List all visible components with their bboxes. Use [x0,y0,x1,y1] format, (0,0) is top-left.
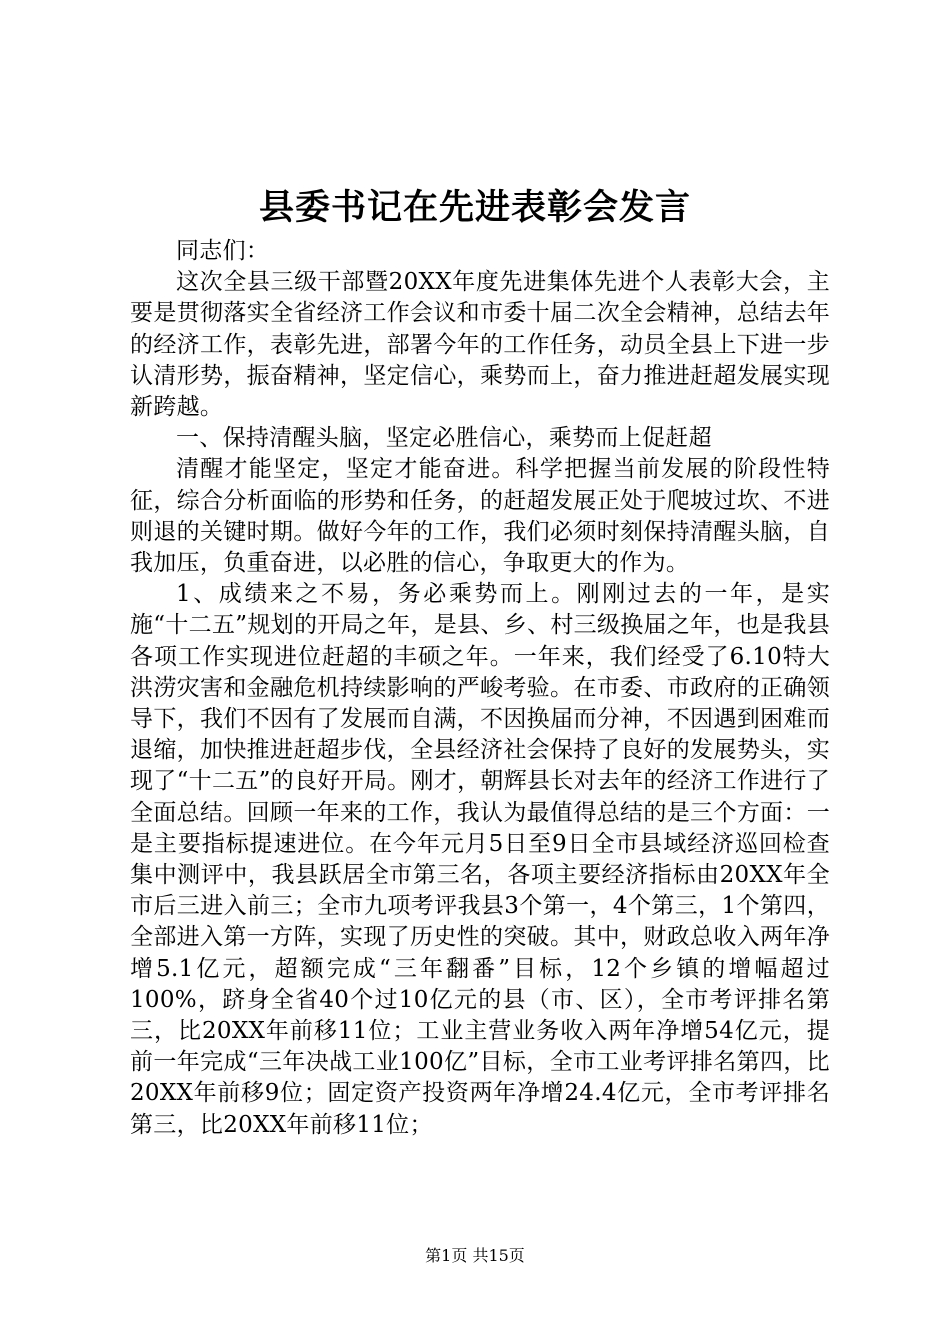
body-paragraph: 清醒才能坚定，坚定才能奋进。科学把握当前发展的阶段性特征，综合分析面临的形势和任务，的赶超发展正处于爬坡过坎、不进则退的关键时期。做好今年的工作，我们必须时刻保持清醒头脑，自我加压，负重奋进，以必胜的信心，争取更大的作为。 [130,456,830,577]
intro-paragraph: 这次全县三级干部暨20XX年度先进集体先进个人表彰大会，主要是贯彻落实全省经济工作会议和市委十届二次全会精神，总结去年的经济工作，表彰先进，部署今年的工作任务，动员全县上下进一步认清形势，振奋精神，坚定信心，乘势而上，奋力推进赶超发展实现新跨越。 [130,269,830,421]
document-title: 县委书记在先进表彰会发言 [258,187,691,228]
body-paragraph: 1、成绩来之不易，务必乘势而上。刚刚过去的一年，是实施“十二五”规划的开局之年，是县、乡、村三级换届之年，也是我县各项工作实现进位赶超的丰硕之年。一年来，我们经受了6.10特大洪涝灾害和金融危机持续影响的严峻考验。在市委、市政府的正确领导下，我们不因有了发展而自满，不因换届而分神，不因遇到困难而退缩，加快推进赶超步伐，全县经济社会保持了良好的发展势头，实现了“十二五”的良好开局。刚才，朝辉县长对去年的经济工作进行了全面总结。回顾一年来的工作，我认为最值得总结的是三个方面：一是主要指标提速进位。在今年元月5日至9日全市县域经济巡回检查集中测评中，我县跃居全市第三名，各项主要经济指标由20XX年全市后三进入前三；全市九项考评我县3个第一，4个第三，1个第四，全部进入第一方阵，实现了历史性的突破。其中，财政总收入两年净增5.1亿元，超额完成“三年翻番”目标，12个乡镇的增幅超过100%，跻身全省40个过10亿元的县（市、区），全市考评排名第三，比20XX年前移11位；工业主营业务收入两年净增54亿元，提前一年完成“三年决战工业100亿”目标，全市工业考评排名第四，比20XX年前移9位；固定资产投资两年净增24.4亿元，全市考评排名第三，比20XX年前移11位； [130,581,830,1138]
section-heading-paragraph: 一、保持清醒头脑，坚定必胜信心，乘势而上促赶超 [176,425,712,452]
document-body [130,236,830,1141]
salutation-paragraph: 同志们： [176,238,270,264]
page-footer: 第1页 共15页 [425,1246,525,1265]
